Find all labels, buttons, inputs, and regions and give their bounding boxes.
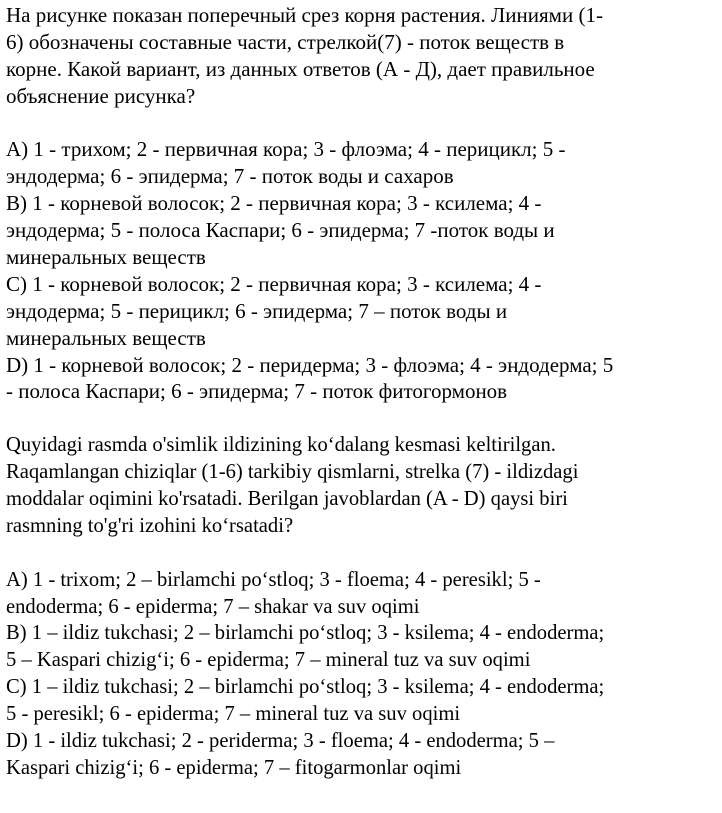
text-line: D) 1 - ildiz tukchasi; 2 - periderma; 3 - floema; 4 - endoderma; 5 – <box>6 730 555 753</box>
option-c-uz <box>6 674 716 728</box>
text-line: 6) обозначены составные части, стрелкой(7) - поток веществ в <box>6 29 565 54</box>
text-line: C) 1 - корневой волосок; 2 - первичная кора; 3 - ксилема; 4 - <box>6 271 542 296</box>
text-line: B) 1 – ildiz tukchasi; 2 – birlamchi po‘stloq; 3 - ksilema; 4 - endoderma; <box>6 622 605 645</box>
text-line: endoderma; 6 - epiderma; 7 – shakar va suv oqimi <box>6 595 420 618</box>
text-line: A) 1 - трихом; 2 - первичная кора; 3 - флоэма; 4 - перицикл; 5 - <box>6 137 566 162</box>
text-line: объяснение рисунка? <box>6 83 196 108</box>
text-line: 5 – Kaspari chizig‘i; 6 - epiderma; 7 – mineral tuz va suv oqimi <box>6 649 531 672</box>
text-line: эндодерма; 5 - перицикл; 6 - эпидерма; 7 – поток воды и <box>6 298 508 323</box>
text-line: корне. Какой вариант, из данных ответов (А - Д), дает правильное <box>6 56 595 81</box>
text-line: эндодерма; 6 - эпидерма; 7 - поток воды и сахаров <box>6 164 454 189</box>
text-line: D) 1 - корневой волосок; 2 - перидерма; 3 - флоэма; 4 - эндодерма; 5 <box>6 352 614 377</box>
option-b-ru <box>6 190 716 271</box>
question-text-ru <box>6 2 716 110</box>
text-line: Raqamlangan chiziqlar (1-6) tarkibiy qismlarni, strelka (7) - ildizdagi <box>6 461 579 484</box>
text-line: C) 1 – ildiz tukchasi; 2 – birlamchi po‘stloq; 3 - ksilema; 4 - endoderma; <box>6 676 605 699</box>
option-a-uz <box>6 567 716 621</box>
text-line: 5 - peresikl; 6 - epiderma; 7 – mineral tuz va suv oqimi <box>6 703 461 726</box>
option-d-ru <box>6 352 716 406</box>
section-spacer <box>6 405 716 432</box>
text-line: rasmning to'g'ri izohini ko‘rsatadi? <box>6 514 294 537</box>
text-line: B) 1 - корневой волосок; 2 - первичная кора; 3 - ксилема; 4 - <box>6 191 542 216</box>
uzbek-section <box>6 432 716 782</box>
russian-section <box>6 2 716 405</box>
option-d-uz <box>6 728 716 782</box>
question-text-uz <box>6 432 716 540</box>
paragraph-spacer <box>6 110 716 137</box>
paragraph-spacer <box>6 540 716 567</box>
option-a-ru <box>6 136 716 190</box>
text-line: A) 1 - trixom; 2 – birlamchi po‘stloq; 3 - floema; 4 - peresikl; 5 - <box>6 568 541 591</box>
text-line: минеральных веществ <box>6 245 206 270</box>
text-line: Kaspari chizig‘i; 6 - epiderma; 7 – fitogarmonlar oqimi <box>6 756 462 779</box>
text-line: На рисунке показан поперечный срез корня растения. Линиями (1- <box>6 3 603 27</box>
text-line: минеральных веществ <box>6 325 206 350</box>
option-c-ru <box>6 271 716 352</box>
text-line: Quyidagi rasmda o'simlik ildizining ko‘dalang kesmasi keltirilgan. <box>6 434 556 457</box>
text-line: - полоса Каспари; 6 - эпидерма; 7 - поток фитогормонов <box>6 379 508 404</box>
option-b-uz <box>6 620 716 674</box>
text-line: moddalar oqimini ko'rsatadi. Berilgan javoblardan (A - D) qaysi biri <box>6 488 568 511</box>
text-line: эндодерма; 5 - полоса Каспари; 6 - эпидерма; 7 -поток воды и <box>6 218 555 243</box>
